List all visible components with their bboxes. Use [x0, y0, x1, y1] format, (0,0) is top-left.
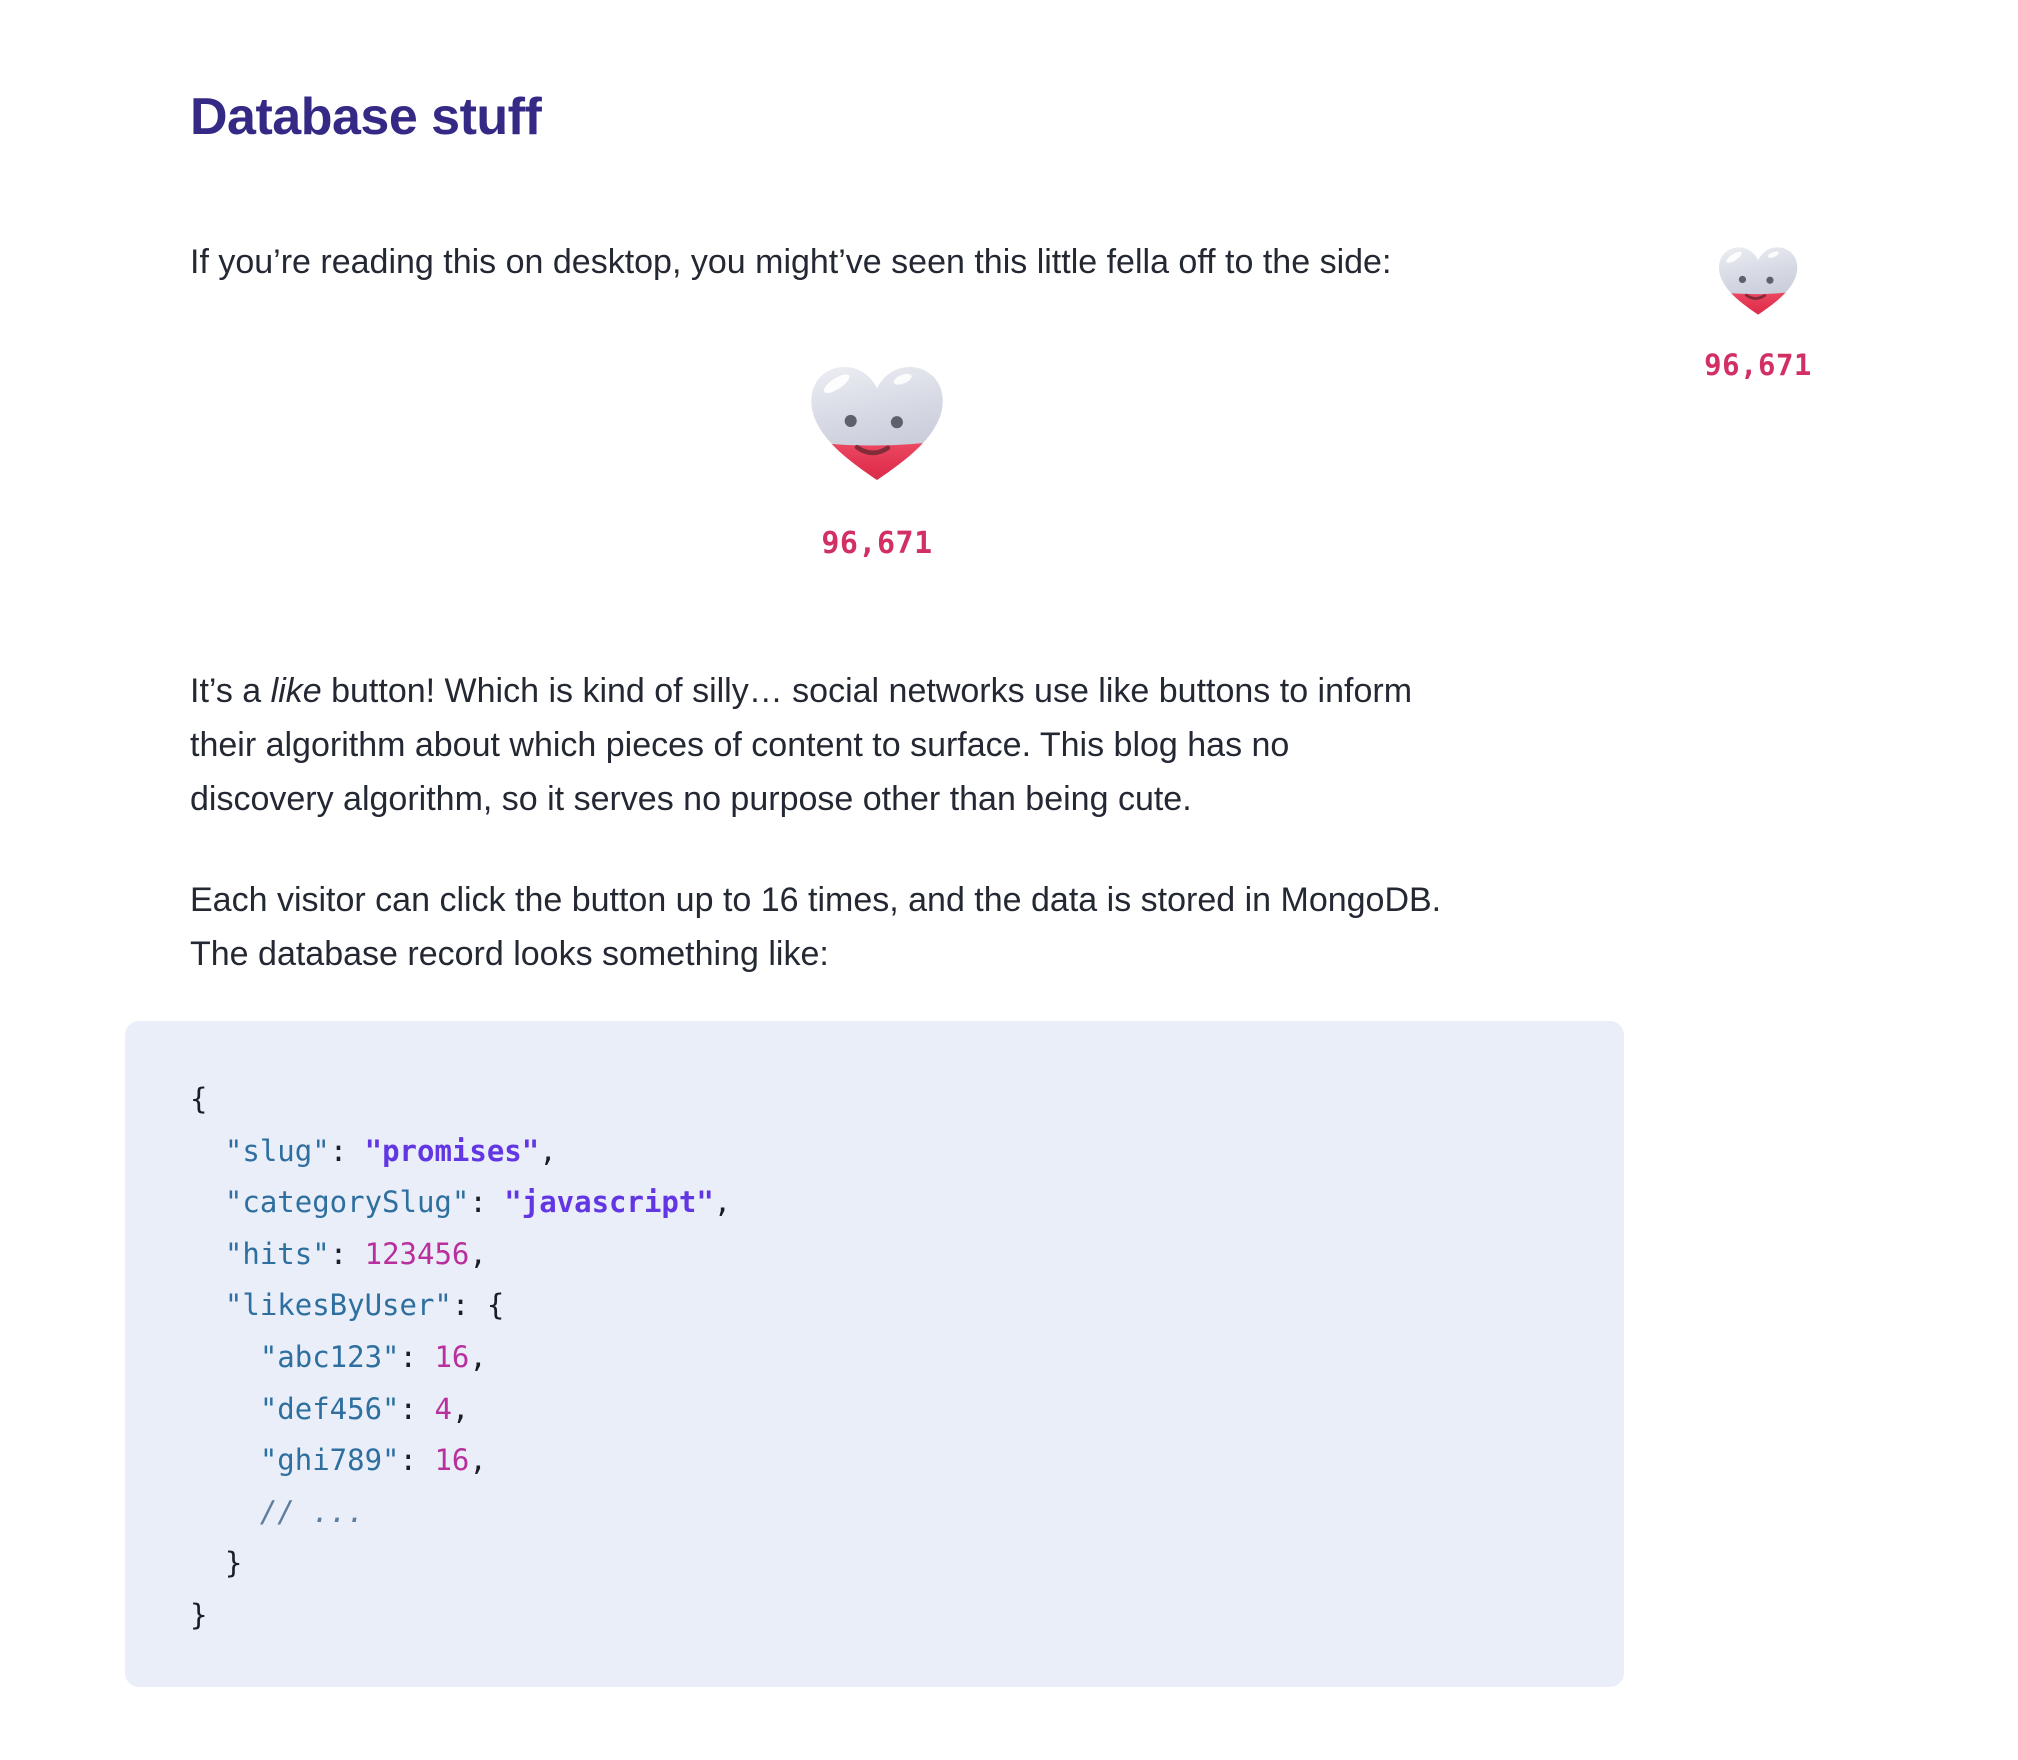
heart-icon [1712, 242, 1804, 320]
intro-paragraph: If you’re reading this on desktop, you might’ve seen this little fella off to the side: [190, 243, 1392, 281]
sidebar-like-button[interactable] [1712, 242, 1804, 320]
like-explainer-paragraph: It’s a like button! Which is kind of silly… social networks use like buttons to inform their algorithm about which pieces of content to surface. This blog has no discovery algorithm, so it serves no purpose other than being cute. [190, 672, 1413, 818]
like-count: 96,671 [821, 526, 933, 561]
code-json: { "slug": "promises", "categorySlug": "javascript", "hits": 123456, "likesByUser": { "abc123": 16, "def456": 4, "ghi789": 16, // ... } } [190, 1082, 732, 1632]
heart-icon [800, 358, 954, 489]
like-button[interactable] [800, 358, 954, 489]
sidebar-like-count: 96,671 [1704, 348, 1812, 382]
mongodb-paragraph: Each visitor can click the button up to 16 times, and the data is stored in MongoDB. The database record looks something like: [190, 881, 1442, 973]
code-block [125, 1021, 1624, 1687]
like-button-widget [800, 358, 954, 561]
page-title: Database stuff [190, 88, 542, 146]
sidebar-like-widget [1704, 242, 1812, 382]
